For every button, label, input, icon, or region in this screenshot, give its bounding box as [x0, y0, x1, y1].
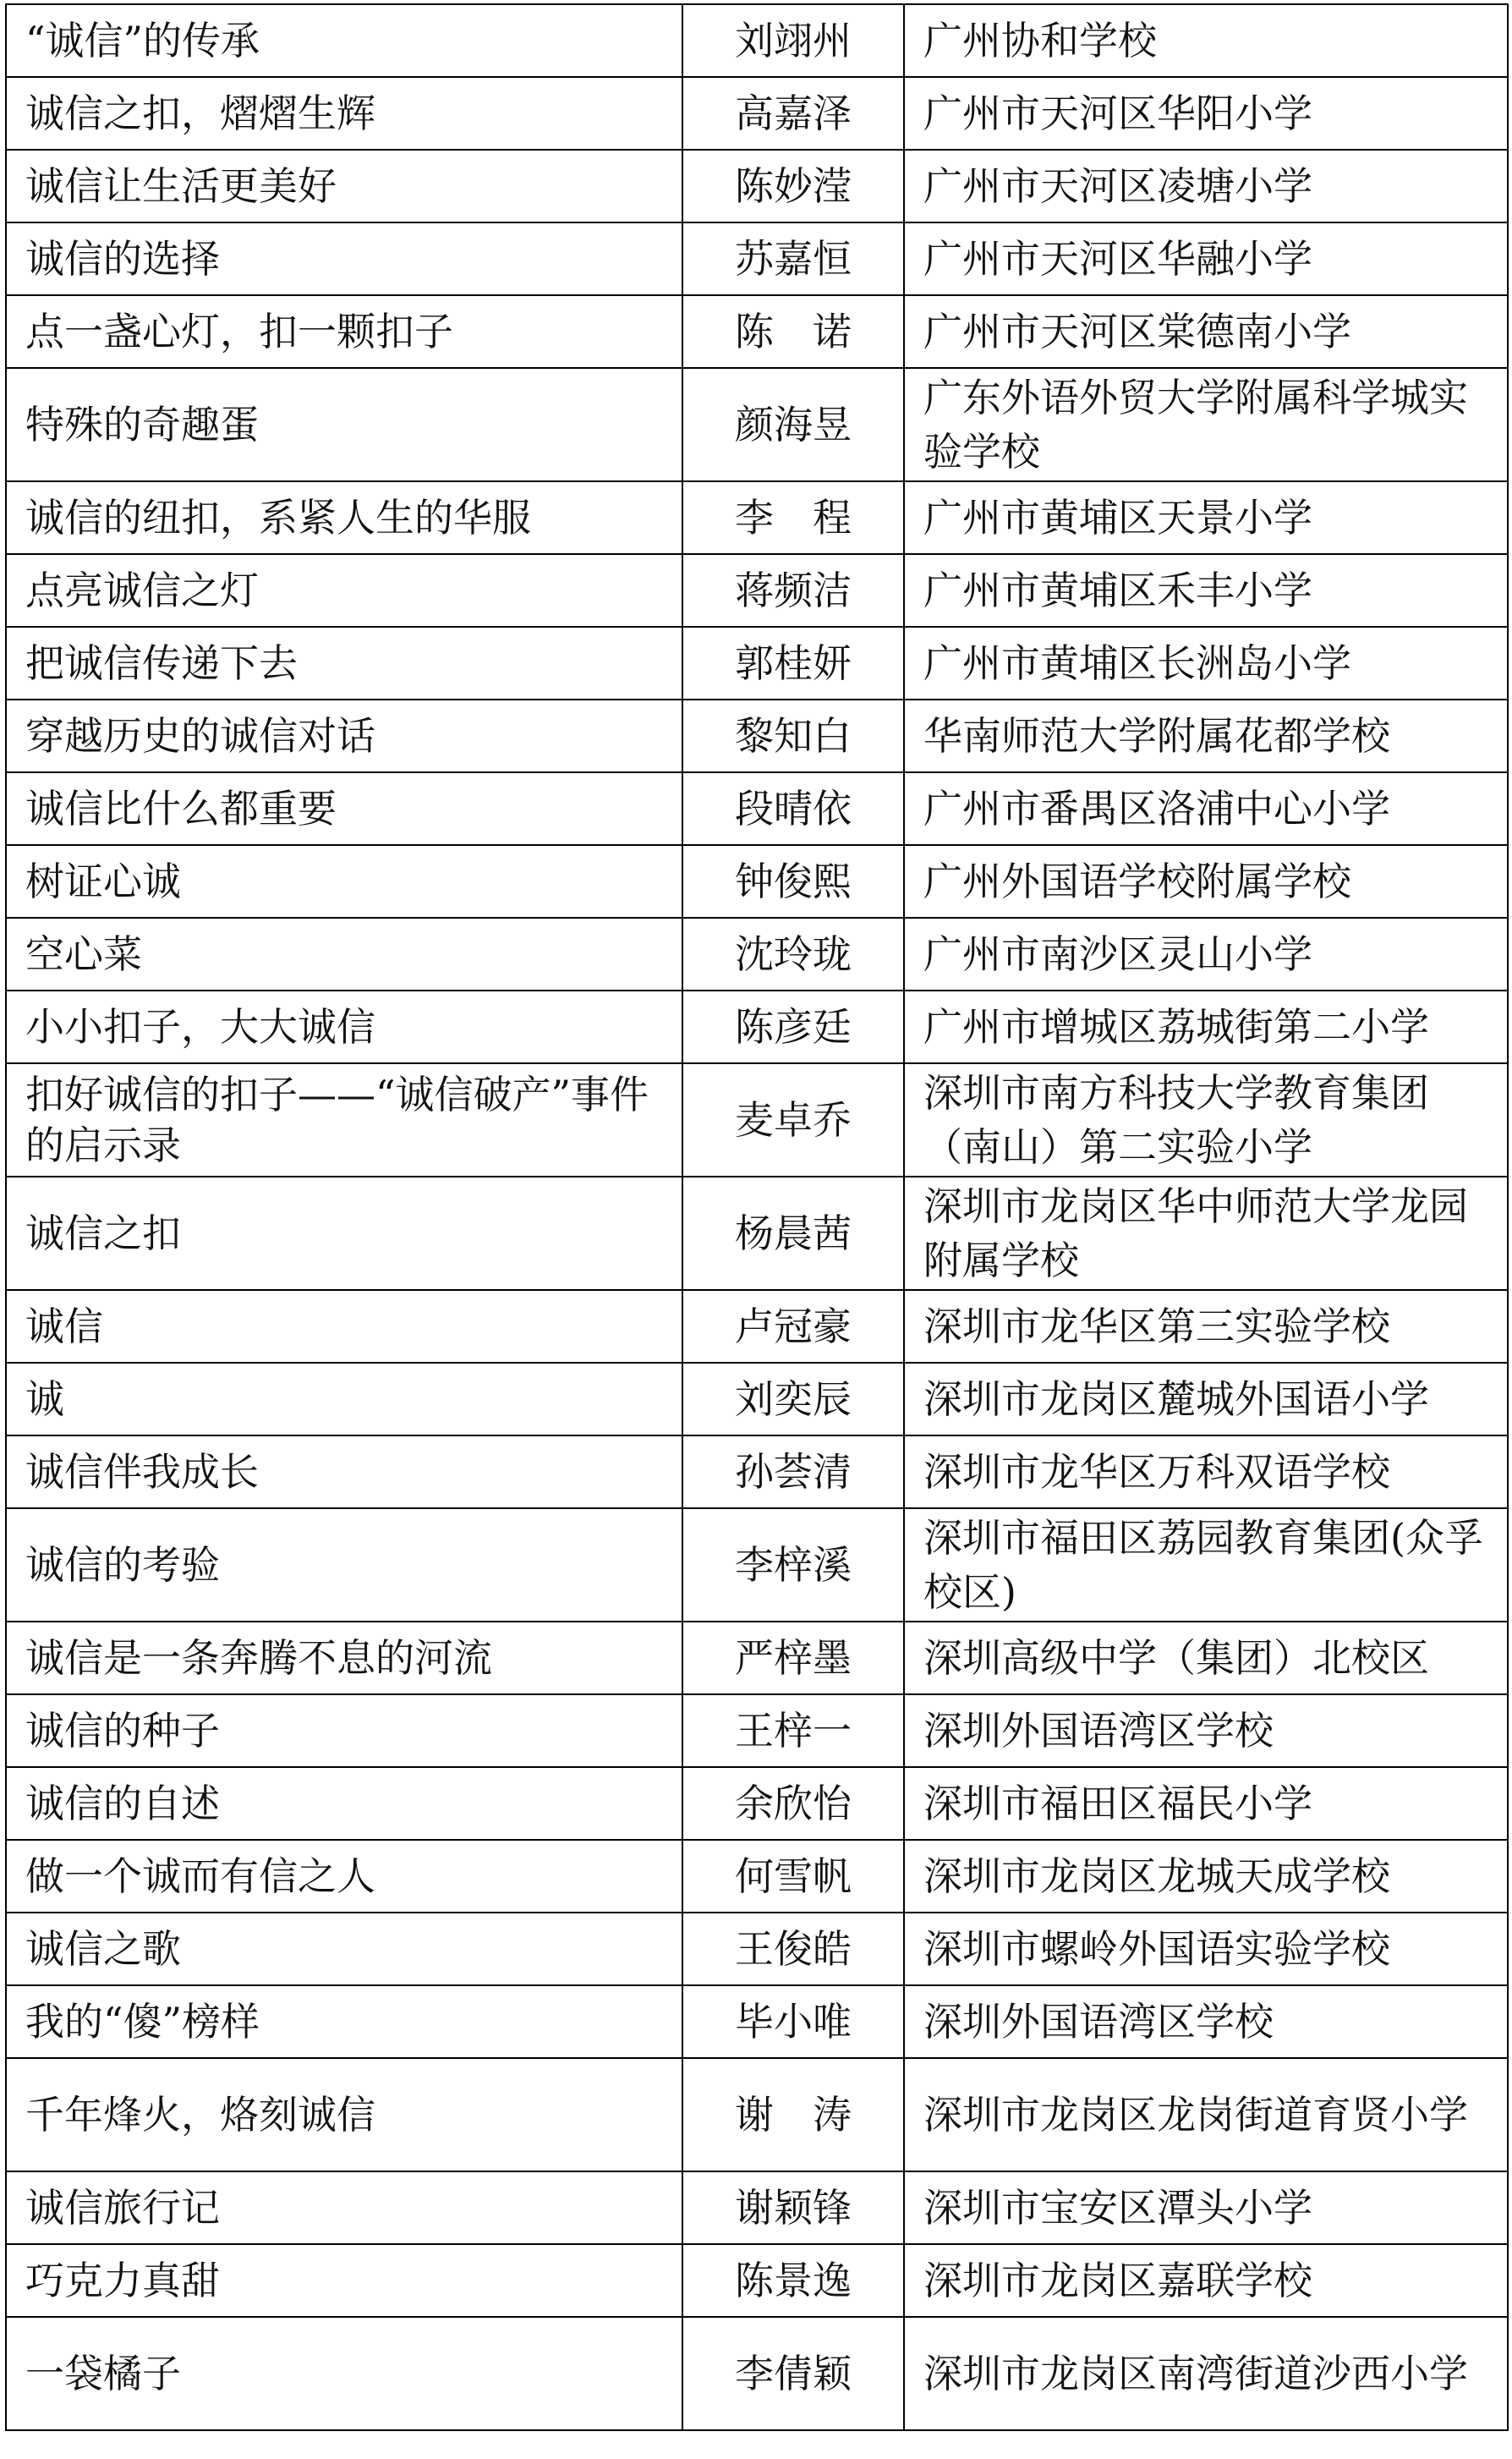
award-list-table — [5, 3, 1509, 2431]
essay-title-cell: 诚信伴我成长 — [6, 1435, 682, 1508]
essay-title-cell: 点一盏心灯，扣一颗扣子 — [6, 295, 682, 368]
essay-title-cell: 诚信之扣，熠熠生辉 — [6, 77, 682, 150]
essay-title-cell: 诚信的考验 — [6, 1508, 682, 1622]
essay-title-cell: 把诚信传递下去 — [6, 627, 682, 700]
school-name-cell: 深圳市龙岗区嘉联学校 — [904, 2244, 1508, 2317]
essay-title-cell: 诚信比什么都重要 — [6, 772, 682, 845]
table-row — [6, 2171, 1508, 2244]
author-name-cell: 刘奕辰 — [682, 1363, 904, 1435]
table-row — [6, 845, 1508, 918]
school-name-cell: 广州市黄埔区天景小学 — [904, 481, 1508, 554]
table-row — [6, 1767, 1508, 1840]
school-name-cell: 深圳高级中学（集团）北校区 — [904, 1622, 1508, 1694]
table-row — [6, 4, 1508, 77]
school-name-cell: 深圳外国语湾区学校 — [904, 1694, 1508, 1767]
author-name-cell: 高嘉泽 — [682, 77, 904, 150]
author-name-cell: 陈 诺 — [682, 295, 904, 368]
author-name-cell: 谢颖锋 — [682, 2171, 904, 2244]
essay-title-cell: 做一个诚而有信之人 — [6, 1840, 682, 1913]
author-name-cell: 严梓墨 — [682, 1622, 904, 1694]
table-row — [6, 1508, 1508, 1622]
essay-title-cell: 空心菜 — [6, 918, 682, 991]
author-name-cell: 钟俊熙 — [682, 845, 904, 918]
table-row — [6, 1985, 1508, 2058]
essay-title-cell: 千年烽火，烙刻诚信 — [6, 2058, 682, 2171]
author-name-cell: 杨晨茜 — [682, 1177, 904, 1290]
author-name-cell: 刘翊州 — [682, 4, 904, 77]
essay-title-cell: 诚信让生活更美好 — [6, 150, 682, 222]
school-name-cell: 深圳市龙岗区龙岗街道育贤小学 — [904, 2058, 1508, 2171]
table-row — [6, 222, 1508, 295]
school-name-cell: 广州协和学校 — [904, 4, 1508, 77]
table-row — [6, 295, 1508, 368]
table-row — [6, 1840, 1508, 1913]
author-name-cell: 李梓溪 — [682, 1508, 904, 1622]
school-name-cell: 华南师范大学附属花都学校 — [904, 700, 1508, 772]
essay-title-cell: 扣好诚信的扣子——“诚信破产”事件的启示录 — [6, 1063, 682, 1177]
school-name-cell: 广东外语外贸大学附属科学城实验学校 — [904, 368, 1508, 481]
table-row — [6, 700, 1508, 772]
essay-title-cell: 特殊的奇趣蛋 — [6, 368, 682, 481]
author-name-cell: 谢 涛 — [682, 2058, 904, 2171]
author-name-cell: 毕小唯 — [682, 1985, 904, 2058]
table-row — [6, 150, 1508, 222]
essay-title-cell: 诚信是一条奔腾不息的河流 — [6, 1622, 682, 1694]
essay-title-cell: 点亮诚信之灯 — [6, 554, 682, 627]
essay-title-cell: 诚信 — [6, 1290, 682, 1363]
essay-title-cell: 诚信旅行记 — [6, 2171, 682, 2244]
school-name-cell: 深圳市福田区福民小学 — [904, 1767, 1508, 1840]
table-row — [6, 481, 1508, 554]
author-name-cell: 麦卓乔 — [682, 1063, 904, 1177]
table-row — [6, 554, 1508, 627]
school-name-cell: 广州市天河区华阳小学 — [904, 77, 1508, 150]
school-name-cell: 深圳市龙岗区龙城天成学校 — [904, 1840, 1508, 1913]
school-name-cell: 广州市天河区棠德南小学 — [904, 295, 1508, 368]
table-row — [6, 772, 1508, 845]
essay-title-cell: 穿越历史的诚信对话 — [6, 700, 682, 772]
table-row — [6, 991, 1508, 1063]
school-name-cell: 深圳市螺岭外国语实验学校 — [904, 1913, 1508, 1985]
table-row — [6, 368, 1508, 481]
school-name-cell: 广州外国语学校附属学校 — [904, 845, 1508, 918]
table-row — [6, 918, 1508, 991]
essay-title-cell: 诚信之扣 — [6, 1177, 682, 1290]
essay-title-cell: 巧克力真甜 — [6, 2244, 682, 2317]
author-name-cell: 李倩颖 — [682, 2317, 904, 2430]
author-name-cell: 陈景逸 — [682, 2244, 904, 2317]
table-row — [6, 1290, 1508, 1363]
author-name-cell: 王梓一 — [682, 1694, 904, 1767]
school-name-cell: 深圳外国语湾区学校 — [904, 1985, 1508, 2058]
table-row — [6, 1063, 1508, 1177]
essay-title-cell: 诚信的自述 — [6, 1767, 682, 1840]
school-name-cell: 广州市黄埔区禾丰小学 — [904, 554, 1508, 627]
author-name-cell: 李 程 — [682, 481, 904, 554]
table-row — [6, 2058, 1508, 2171]
school-name-cell: 深圳市宝安区潭头小学 — [904, 2171, 1508, 2244]
table-row — [6, 2317, 1508, 2430]
school-name-cell: 广州市黄埔区长洲岛小学 — [904, 627, 1508, 700]
author-name-cell: 蒋频洁 — [682, 554, 904, 627]
author-name-cell: 郭桂妍 — [682, 627, 904, 700]
table-row — [6, 1694, 1508, 1767]
school-name-cell: 广州市南沙区灵山小学 — [904, 918, 1508, 991]
author-name-cell: 何雪帆 — [682, 1840, 904, 1913]
school-name-cell: 深圳市龙岗区麓城外国语小学 — [904, 1363, 1508, 1435]
school-name-cell: 深圳市福田区荔园教育集团(众孚校区) — [904, 1508, 1508, 1622]
essay-title-cell: 一袋橘子 — [6, 2317, 682, 2430]
table-row — [6, 1622, 1508, 1694]
essay-title-cell: 诚 — [6, 1363, 682, 1435]
school-name-cell: 深圳市龙华区第三实验学校 — [904, 1290, 1508, 1363]
author-name-cell: 颜海昱 — [682, 368, 904, 481]
essay-title-cell: 诚信的纽扣，系紧人生的华服 — [6, 481, 682, 554]
table-row — [6, 2244, 1508, 2317]
table-row — [6, 77, 1508, 150]
table-row — [6, 627, 1508, 700]
author-name-cell: 黎知白 — [682, 700, 904, 772]
table-row — [6, 1177, 1508, 1290]
author-name-cell: 沈玲珑 — [682, 918, 904, 991]
table-body — [6, 4, 1508, 2430]
author-name-cell: 苏嘉恒 — [682, 222, 904, 295]
school-name-cell: 广州市番禺区洛浦中心小学 — [904, 772, 1508, 845]
essay-title-cell: 我的“傻”榜样 — [6, 1985, 682, 2058]
essay-title-cell: 小小扣子，大大诚信 — [6, 991, 682, 1063]
school-name-cell: 广州市天河区凌塘小学 — [904, 150, 1508, 222]
table-row — [6, 1363, 1508, 1435]
school-name-cell: 深圳市龙华区万科双语学校 — [904, 1435, 1508, 1508]
author-name-cell: 陈妙滢 — [682, 150, 904, 222]
school-name-cell: 广州市增城区荔城街第二小学 — [904, 991, 1508, 1063]
essay-title-cell: 诚信的种子 — [6, 1694, 682, 1767]
author-name-cell: 余欣怡 — [682, 1767, 904, 1840]
author-name-cell: 陈彦廷 — [682, 991, 904, 1063]
table-row — [6, 1435, 1508, 1508]
author-name-cell: 段晴依 — [682, 772, 904, 845]
school-name-cell: 广州市天河区华融小学 — [904, 222, 1508, 295]
school-name-cell: 深圳市南方科技大学教育集团（南山）第二实验小学 — [904, 1063, 1508, 1177]
essay-title-cell: “诚信”的传承 — [6, 4, 682, 77]
author-name-cell: 卢冠豪 — [682, 1290, 904, 1363]
table-row — [6, 1913, 1508, 1985]
author-name-cell: 王俊皓 — [682, 1913, 904, 1985]
school-name-cell: 深圳市龙岗区南湾街道沙西小学 — [904, 2317, 1508, 2430]
essay-title-cell: 诚信之歌 — [6, 1913, 682, 1985]
essay-title-cell: 诚信的选择 — [6, 222, 682, 295]
school-name-cell: 深圳市龙岗区华中师范大学龙园附属学校 — [904, 1177, 1508, 1290]
author-name-cell: 孙荟清 — [682, 1435, 904, 1508]
essay-title-cell: 树证心诚 — [6, 845, 682, 918]
